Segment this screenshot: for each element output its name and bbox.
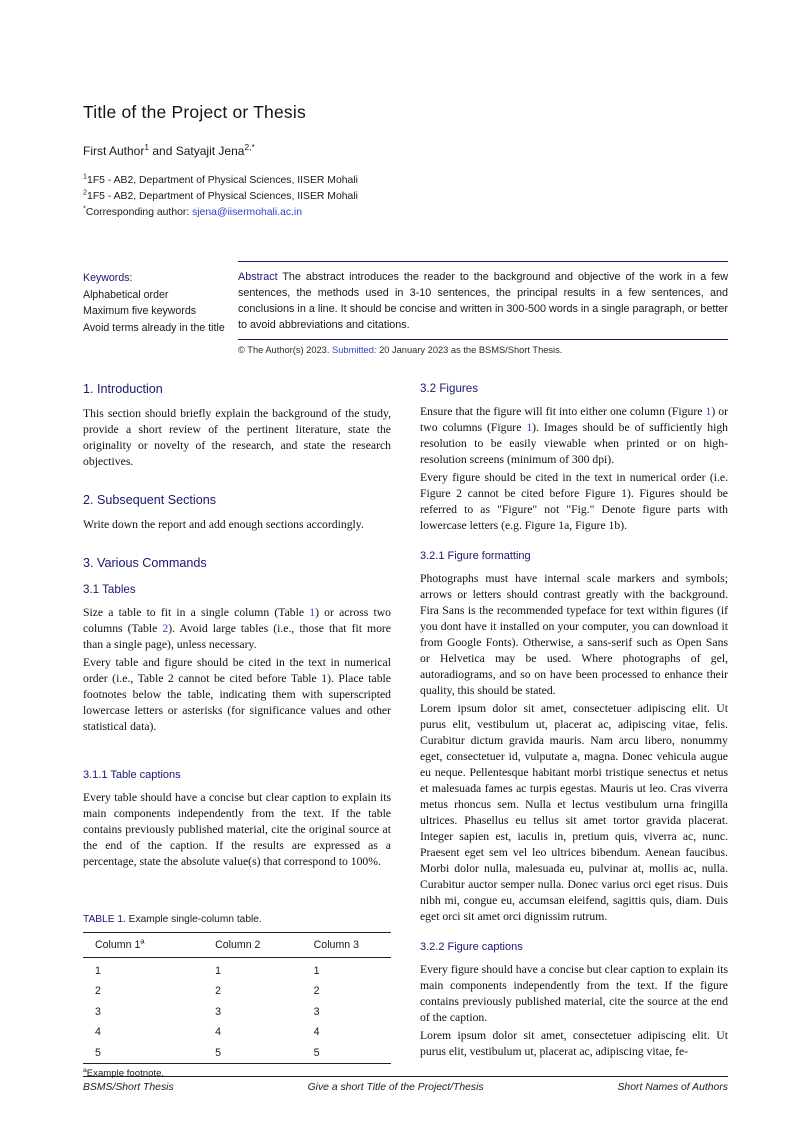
keyword-item: Maximum five keywords	[83, 305, 197, 317]
table-footnote: $^a$Example footnote.	[83, 1066, 165, 1079]
footer-rule	[83, 1076, 728, 1077]
figure-captions-paragraph: Every figure should have a concise but clear caption to explain its main components independently from the text. If the figure contains previously published material, cite the source at the end of the caption.	[420, 963, 728, 1024]
tables-paragraph-1: Size a table to fit in a single column (Table 1) or across two columns (Table 2). Avoid large tables (i.e., those that fit more than a single page), unless necessary.	[83, 606, 392, 651]
subsection-figures-heading: 3.2 Figures	[420, 382, 478, 395]
lorem-ipsum-paragraph: Lorem ipsum dolor sit amet, consectetuer adipiscing elit. Ut purus elit, vestibulum ut, placerat ac, adipiscing vitae, felis. Curabitur dictum gravida mauris. Nam arcu libero, nonummy eget, consectetuer id, vulputate a, magna. Donec vehicula augue eu neque. Pellentesque habitant morbi tristique senectus et netus et malesuada fames ac turpis egestas. Mauris ut leo. Cras viverra metus rhoncus sem. Nulla et lectus vestibulum urna fringilla ultrices. Phasellus eu tellus sit amet tortor gravida placerat. Integer sapien est, iaculis in, pretium quis, viverra ac, nunc. Praesent eget sem vel leo ultrices bibendum. Aenean faucibus. Morbi dolor nulla, malesuada eu, pulvinar at, mollis ac, nulla. Curabitur auctor semper nulla. Donec varius orci eget risus. Duis nibh mi, congue eu, accumsan eleifend, sagittis quis, diam. Duis eget orci sit amet orci dignissim rutrum.	[420, 702, 728, 923]
figure-1-ref-link[interactable]: 1	[526, 421, 533, 434]
table-row: 1 1 1	[95, 965, 320, 977]
introduction-paragraph: This section should briefly explain the background of the study, provide a short review of the pertinent literature, state the originality or novelty of the research, and state the research objectives.	[83, 407, 391, 468]
table-header-row	[83, 933, 391, 958]
document-header	[83, 102, 728, 221]
subsubsection-figure-captions-heading: 3.2.2 Figure captions	[420, 941, 523, 953]
keyword-item: Avoid terms already in the title	[83, 321, 225, 334]
footer-left: BSMS/Short Thesis	[83, 1082, 174, 1093]
subsection-tables-heading: 3.1 Tables	[83, 583, 136, 596]
subsequent-paragraph: Write down the report and add enough sections accordingly.	[83, 518, 364, 531]
author-connector: and	[149, 144, 176, 158]
footer-right: Short Names of Authors	[617, 1082, 728, 1093]
figure-formatting-paragraph: Photographs must have internal scale markers and symbols; arrows or letters should contrast greatly with the background. Fira Sans is the recommended typeface for text within figures (if you dont have it installed on your computer, you can download it from Google Fonts). Otherwise, a sans-serif such as Open Sans or Helvetica may be used. Where photographs of gel, autoradiograms, and so on have been processed to enhance their quality, this should be stated.	[420, 572, 728, 697]
author-2-sup: 2,*	[244, 142, 255, 152]
table-row: 3 3 3	[95, 1005, 320, 1018]
table-1-block	[83, 914, 391, 1079]
author-1-sup: 1	[144, 142, 150, 152]
table-row: 4 4 4	[95, 1026, 320, 1039]
subsubsection-figure-formatting-heading: 3.2.1 Figure formatting	[420, 550, 531, 562]
corresponding-author-line: *Corresponding author: sjena@iisermohali.ac.in	[83, 203, 302, 218]
table-header-col1: Column 1$^a$	[83, 933, 203, 958]
section-various-commands-heading: 3. Various Commands	[83, 556, 207, 570]
footer-center: Give a short Title of the Project/Thesis	[307, 1082, 484, 1093]
table-header-col3: Column 3	[302, 933, 391, 958]
table-row: 2 2 2	[95, 985, 320, 998]
example-table	[83, 932, 391, 1064]
tables-paragraph-2: Every table and figure should be cited in the text in numerical order (i.e., Table 2 cannot be cited before Table 1). Place table footnotes below the table, indicating them with superscripted lowercase letters or asterisks (for significance values and other statistical data).	[83, 656, 391, 733]
right-column	[420, 382, 728, 1079]
keyword-item: Alphabetical order	[83, 288, 169, 301]
lorem-ipsum-truncated-paragraph: Lorem ipsum dolor sit amet, consectetuer adipiscing elit. Ut purus elit, vestibulum ut, placerat ac, adipiscing vitae, fe-	[420, 1029, 728, 1058]
abstract-label: Abstract	[238, 271, 278, 283]
page-title: Title of the Project or Thesis	[83, 102, 306, 122]
table-header-col2: Column 2	[203, 933, 302, 958]
keywords-label: Keywords:	[83, 272, 133, 284]
body-columns	[83, 382, 728, 1079]
left-column	[83, 382, 391, 1079]
corresponding-sup: *	[83, 203, 86, 213]
table-1-label: TABLE 1.	[83, 914, 126, 925]
abstract-text: Abstract The abstract introduces the reader to the background and objective of the work in a few sentences, the methods used in 3-10 sentences, the principal results in a few sentences, and conclusions in a line. It should be concise and written in 300-500 words in a single paragraph, or better to avoid abbreviations and citations.	[238, 271, 728, 331]
section-subsequent-heading: 2. Subsequent Sections	[83, 493, 217, 507]
page-content	[83, 0, 728, 1079]
figures-paragraph-1: Ensure that the figure will fit into either one column (Figure 1) or two columns (Figure 1). Images should be of sufficiently high resolution to be easily viewable when printed or on high-resolution screens (minimum of 300 dpi).	[420, 405, 729, 466]
table-1-caption: TABLE 1. Example single-column table.	[83, 914, 262, 925]
abstract-box	[238, 261, 728, 355]
affiliations	[83, 173, 728, 221]
footer-text-row	[83, 1082, 728, 1093]
affiliation-1: $^1$1F5 - AB2, Department of Physical Sciences, IISER Mohali	[83, 171, 358, 186]
figures-paragraph-2: Every figure should be cited in the text in numerical order (i.e. Figure 2 cannot be cited before Figure 1). Figures should be referred to as "Figure" not "Fig." Denote figure parts with lowercase letters (e.g. Figure 1a, Figure 1b).	[420, 471, 728, 532]
figure-1-ref-link[interactable]: 1	[705, 405, 712, 418]
keywords-block	[83, 261, 231, 355]
corresponding-email-link[interactable]: sjena@iisermohali.ac.in	[192, 207, 302, 218]
copyright-line: © The Author(s) 2023. Submitted: 20 January 2023 as the BSMS/Short Thesis.	[238, 345, 563, 355]
affiliation-2: $^2$1F5 - AB2, Department of Physical Sciences, IISER Mohali	[83, 187, 358, 202]
table-1-ref-link[interactable]: 1	[309, 606, 316, 619]
submitted-link[interactable]: Submitted:	[332, 345, 377, 355]
table-row: 5 5 5	[95, 1046, 320, 1059]
author-2: Satyajit Jena	[175, 144, 245, 158]
affiliation-1-sup: 1	[83, 171, 88, 181]
section-introduction-heading: 1. Introduction	[83, 382, 163, 396]
abstract-bottom-rule	[238, 339, 728, 340]
affiliation-2-sup: 2	[83, 187, 88, 197]
abstract-band	[83, 261, 728, 355]
page-footer	[83, 1076, 728, 1093]
author-1: First Author	[83, 144, 145, 158]
table-2-ref-link[interactable]: 2	[162, 622, 169, 635]
author-line	[83, 144, 728, 158]
table-captions-paragraph: Every table should have a concise but clear caption to explain its main components independently from the text. If the table contains previously published material, cite the original source at the end of the caption. If the results are expressed as a percentage, state the absolute value(s) that correspond to 100%.	[83, 791, 391, 868]
subsubsection-table-captions-heading: 3.1.1 Table captions	[83, 769, 181, 781]
